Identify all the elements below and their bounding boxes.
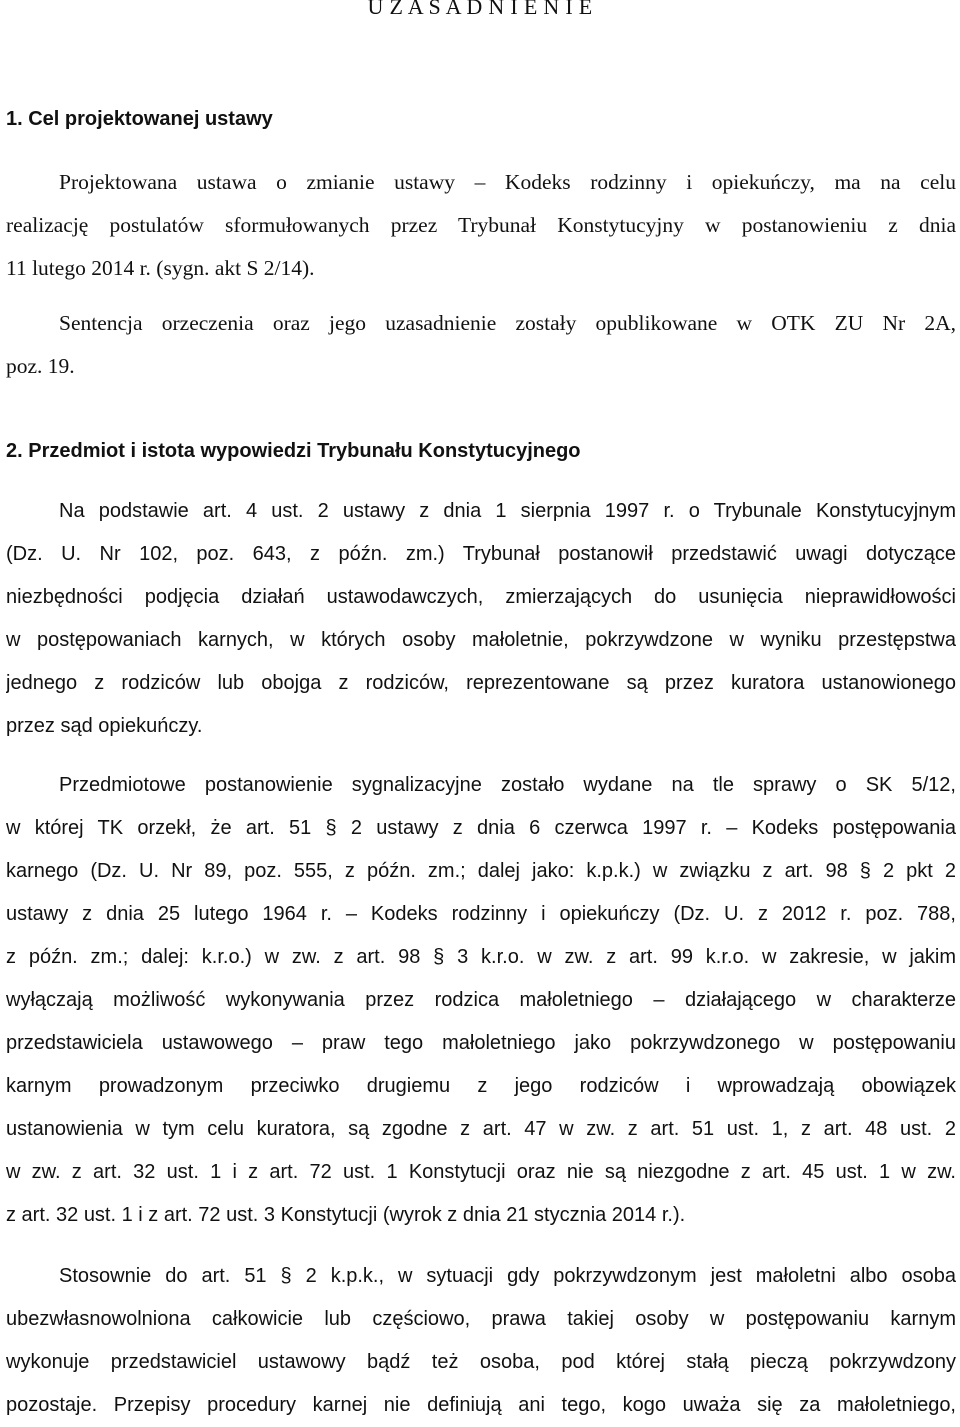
text-line: karnym prowadzonym przeciwko drugiemu z jego rodziców i wprowadzają obowiązek [6,1075,956,1097]
text-line: ustanowienia w tym celu kuratora, są zgodne z art. 47 w zw. z art. 51 ust. 1, z art. 48 ust. 2 [6,1118,956,1140]
text-line: Sentencja orzeczenia oraz jego uzasadnienie zostały opublikowane w OTK ZU Nr 2A, [59,311,956,335]
text-line: realizację postulatów sformułowanych przez Trybunał Konstytucyjny w postanowieniu z dnia [6,213,956,237]
text-line: 11 lutego 2014 r. (sygn. akt S 2/14). [6,256,315,280]
text-line: Na podstawie art. 4 ust. 2 ustawy z dnia 1 sierpnia 1997 r. o Trybunale Konstytucyjnym [59,500,956,522]
text-line: (Dz. U. Nr 102, poz. 643, z późn. zm.) Trybunał postanowił przedstawić uwagi dotyczące [6,543,956,565]
text-line: przez sąd opiekuńczy. [6,715,203,737]
document-title: U Z A S A D N I E N I E [367,0,593,19]
text-line: w której TK orzekł, że art. 51 § 2 ustawy z dnia 6 czerwca 1997 r. – Kodeks postępowania [6,817,956,839]
text-line: wykonuje przedstawiciel ustawowy bądź też osoba, pod której stałą pieczą pokrzywdzony [6,1351,956,1373]
text-line: wyłączają możliwość wykonywania przez rodzica małoletniego – działającego w charakterze [6,989,956,1011]
text-line: pozostaje. Przepisy procedury karnej nie definiują ani tego, kogo uważa się za małoletniego, [6,1394,956,1416]
text-line: z art. 32 ust. 1 i z art. 72 ust. 3 Konstytucji (wyrok z dnia 21 stycznia 2014 r.). [6,1204,686,1226]
section-1-paragraph-1 [6,161,956,290]
text-line: Przedmiotowe postanowienie sygnalizacyjne zostało wydane na tle sprawy o SK 5/12, [59,774,956,796]
text-line: karnego (Dz. U. Nr 89, poz. 555, z późn. zm.; dalej jako: k.p.k.) w związku z art. 98 § 2 pkt 2 [6,860,956,882]
section-2-paragraph-3 [6,1255,956,1427]
section-1-paragraph-2 [6,302,956,388]
section-2-paragraph-1 [6,490,956,748]
text-line: z późn. zm.; dalej: k.r.o.) w zw. z art. 98 § 3 k.r.o. w zw. z art. 99 k.r.o. w zakresie, w jakim [6,946,956,968]
section-2-heading: 2. Przedmiot i istota wypowiedzi Trybunału Konstytucyjnego [6,440,581,462]
text-line: jednego z rodziców lub obojga z rodziców, reprezentowane są przez kuratora ustanowionego [6,672,956,694]
text-line: ubezwłasnowolniona całkowicie lub częściowo, prawa takiej osoby w postępowaniu karnym [6,1308,956,1330]
text-line: w zw. z art. 32 ust. 1 i z art. 72 ust. 1 Konstytucji oraz nie są niezgodne z art. 45 ust. 1 w zw. [6,1161,956,1183]
text-line: niezbędności podjęcia działań ustawodawczych, zmierzających do usunięcia nieprawidłowości [6,586,956,608]
text-line: Projektowana ustawa o zmianie ustawy – Kodeks rodzinny i opiekuńczy, ma na celu [59,170,956,194]
text-line: przedstawiciela ustawowego – praw tego małoletniego jako pokrzywdzonego w postępowaniu [6,1032,956,1054]
section-1-heading: 1. Cel projektowanej ustawy [6,108,273,130]
text-line: Stosownie do art. 51 § 2 k.p.k., w sytuacji gdy pokrzywdzonym jest małoletni albo osoba [59,1265,956,1287]
section-2-paragraph-2 [6,764,956,1237]
text-line: w postępowaniach karnych, w których osoby małoletnie, pokrzywdzone w wyniku przestępstwa [6,629,956,651]
text-line: poz. 19. [6,354,75,378]
text-line: ustawy z dnia 25 lutego 1964 r. – Kodeks rodzinny i opiekuńczy (Dz. U. z 2012 r. poz. 788, [6,903,956,925]
